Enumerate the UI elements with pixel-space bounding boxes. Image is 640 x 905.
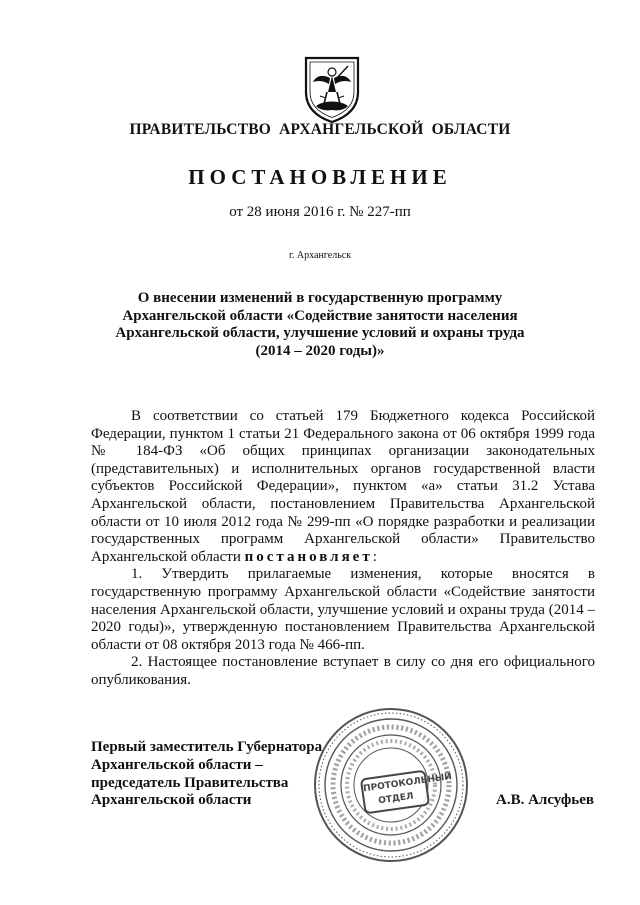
- signer-name: А.В. Алсуфьев: [496, 792, 594, 808]
- government-title: ПРАВИТЕЛЬСТВО АРХАНГЕЛЬСКОЙ ОБЛАСТИ: [129, 121, 511, 138]
- document-city: г. Архангельск: [288, 250, 352, 261]
- signature-line: председатель Правительства: [91, 774, 289, 791]
- signature-line: Первый заместитель Губернатора: [91, 739, 323, 755]
- preamble-paragraph: [91, 408, 595, 566]
- seal-label-line: ПРОТОКОЛЬНЫЙ: [362, 772, 453, 795]
- document-subject: [60, 290, 580, 360]
- seal-label-line: ОТДЕЛ: [377, 791, 415, 807]
- subject-line: Архангельской области «Содействие занятости населения: [122, 307, 518, 324]
- subject-line: О внесении изменений в государственную программу: [137, 290, 503, 306]
- resolves-word: постановляет: [244, 548, 373, 565]
- resolves-colon: :: [372, 548, 377, 565]
- signature-line: Архангельской области –: [91, 756, 263, 773]
- document-type: ПОСТАНОВЛЕНИЕ: [188, 165, 452, 189]
- preamble-text: В соответствии со статьей 179 Бюджетного кодекса Российской Федерации, пунктом 1 статьи 21 Федерального закона от 06 октября 1999 года № 184-ФЗ «Об общих принципах организации законодательных (представительных) и исполнительных органов государственной власти субъектов Российской Федерации», пунктом «а» статьи 31.2 Устава Архангельской области, постановлением Правительства Архангельской области от 10 июля 2012 года № 299-пп «О порядке разработки и реализации государственных программ Архангельской области» Правительство Архангельской области: [91, 408, 595, 565]
- coat-of-arms-icon: [300, 52, 364, 124]
- item-paragraph-1: 1. Утвердить прилагаемые изменения, которые вносятся в государственную программу Архангельской области «Содействие занятости населения Архангельской области, улучшение условий и охраны труда (2014 – 2020 годы)», утвержденную постановлением Правительства Архангельской области от 08 октября 2013 года № 466-пп.: [91, 566, 595, 653]
- document-body: [91, 408, 595, 690]
- subject-line: (2014 – 2020 годы)»: [255, 342, 385, 359]
- subject-line: Архангельской области, улучшение условий и охраны труда: [115, 325, 525, 341]
- document-date-number: от 28 июня 2016 г. № 227-пп: [229, 204, 411, 220]
- signature-line: Архангельской области: [91, 792, 252, 809]
- item-paragraph-2: 2. Настоящее постановление вступает в силу со дня его официального опубликования.: [91, 654, 595, 688]
